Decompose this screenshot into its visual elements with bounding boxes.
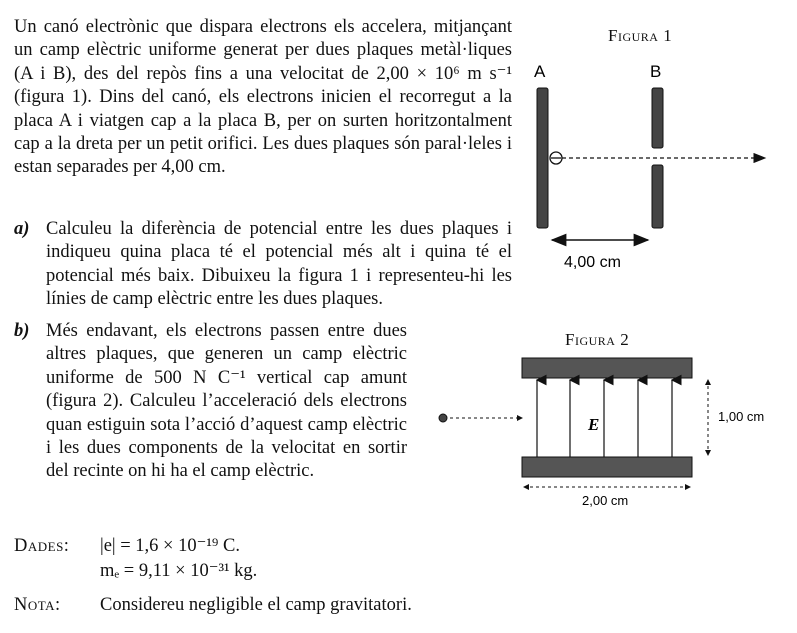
figure-1-title: Figura 1 (608, 26, 673, 45)
question-a-text: Calculeu la diferència de potencial entre les dues plaques i indiqueu quina placa té el potencial més alt i quina té el potencial més baix. Dibuixeu la figura 1 i representeu-hi les línies de camp elèctric entre les dues plaques. (46, 219, 512, 310)
plate-b-label: B (650, 62, 662, 81)
plate-b-bottom (652, 165, 663, 228)
bottom-plate (522, 457, 692, 477)
width-label: 2,00 cm (582, 493, 629, 508)
field-lines (537, 380, 672, 457)
field-label: E (588, 415, 600, 434)
figure-1 (520, 55, 790, 285)
question-a (14, 218, 512, 312)
data-mass: mₑ = 9,11 × 10⁻³¹ kg. (100, 561, 258, 581)
figure-2-title: Figura 2 (565, 330, 630, 349)
question-a-label: a) (14, 219, 30, 239)
plate-b-top (652, 88, 663, 148)
data-label: Dades: (14, 536, 70, 556)
figure-2 (430, 350, 795, 510)
plate-a-label: A (534, 62, 546, 81)
note-text: Considereu negligible el camp gravitatori. (100, 595, 412, 615)
plate-a (537, 88, 548, 228)
question-b-text: Més endavant, els electrons passen entre dues altres plaques, que generen un camp elèctric uniforme de 500 N C⁻¹ vertical cap amunt (figura 2). Calculeu l’acceleració dels electrons quan estiguin sota l’acció d’aquest camp elèctric i les dues components de la velocitat en sortir del recinte on hi ha el camp elèctric. (46, 321, 407, 482)
question-b-label: b) (14, 321, 30, 341)
question-b (14, 320, 407, 484)
distance-label: 4,00 cm (564, 254, 621, 271)
note-label: Nota: (14, 595, 61, 615)
data-charge: |e| = 1,6 × 10⁻¹⁹ C. (100, 536, 240, 556)
problem-intro: Un canó electrònic que dispara electrons els accelera, mitjançant un camp elèctric uniforme generat per dues plaques metàl·liques (A i B), des del repòs fins a una velocitat de 2,00 × 10⁶ m s⁻¹ (figura 1). Dins del canó, els electrons inicien el recorregut a la placa A i viatgen cap a la placa B, per on surten horitzontalment cap a la dreta per un petit orifici. Les dues plaques són paral·leles i estan separades per 4,00 cm. (14, 17, 512, 178)
electron-icon-2 (439, 414, 447, 422)
note-section (14, 595, 412, 616)
height-label: 1,00 cm (718, 409, 765, 424)
top-plate (522, 358, 692, 378)
data-section (14, 534, 257, 584)
